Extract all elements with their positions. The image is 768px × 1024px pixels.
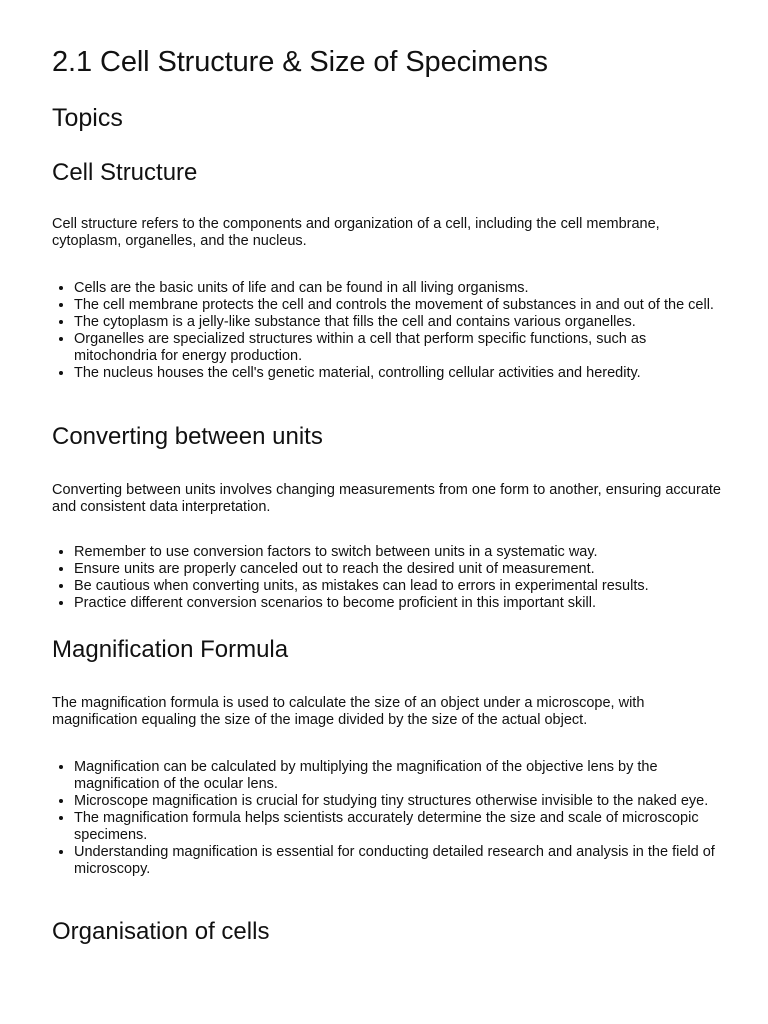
list-item: • Understanding magnification is essential for conducting detailed research and analysis in the field of microscopy. xyxy=(74,844,722,878)
section-converting-units xyxy=(52,422,722,612)
list-item: • Be cautious when converting units, as mistakes can lead to errors in experimental results. xyxy=(74,578,722,595)
bullet-list xyxy=(52,544,722,612)
section-description: Cell structure refers to the components and organization of a cell, including the cell membrane, cytoplasm, organelles, and the nucleus. xyxy=(52,216,660,249)
page-title: 2.1 Cell Structure & Size of Specimens xyxy=(52,46,548,78)
section-magnification-formula xyxy=(52,635,722,878)
section-title: Magnification Formula xyxy=(52,636,289,663)
section-title: Cell Structure xyxy=(52,159,198,186)
section-description: Converting between units involves changing measurements from one form to another, ensuring accurate and consistent data interpretation. xyxy=(52,482,721,515)
list-item: • The magnification formula helps scientists accurately determine the size and scale of microscopic specimens. xyxy=(74,810,722,844)
list-item: • Ensure units are properly canceled out to reach the desired unit of measurement. xyxy=(74,561,722,578)
list-item: • Remember to use conversion factors to switch between units in a systematic way. xyxy=(74,544,722,561)
list-item: • Cells are the basic units of life and can be found in all living organisms. xyxy=(74,280,722,297)
section-organisation-of-cells xyxy=(52,917,722,947)
section-description: The magnification formula is used to calculate the size of an object under a microscope, with magnification equaling the size of the image divided by the size of the actual object. xyxy=(52,695,645,728)
bullet-list xyxy=(52,280,722,382)
section-title: Converting between units xyxy=(52,423,323,450)
list-item: • The cell membrane protects the cell and controls the movement of substances in and out of the cell. xyxy=(74,297,722,314)
bullet-list xyxy=(52,759,722,878)
list-item: • The cytoplasm is a jelly-like substance that fills the cell and contains various organelles. xyxy=(74,314,722,331)
topics-heading: Topics xyxy=(52,104,123,132)
list-item: • Organelles are specialized structures within a cell that perform specific functions, such as mitochondria for energy production. xyxy=(74,331,722,365)
list-item: • Magnification can be calculated by multiplying the magnification of the objective lens by the magnification of the ocular lens. xyxy=(74,759,722,793)
section-title: Organisation of cells xyxy=(52,918,270,945)
list-item: • Microscope magnification is crucial for studying tiny structures otherwise invisible to the naked eye. xyxy=(74,793,722,810)
list-item: • The nucleus houses the cell's genetic material, controlling cellular activities and heredity. xyxy=(74,365,722,382)
section-cell-structure xyxy=(52,158,722,382)
list-item: • Practice different conversion scenarios to become proficient in this important skill. xyxy=(74,595,722,612)
